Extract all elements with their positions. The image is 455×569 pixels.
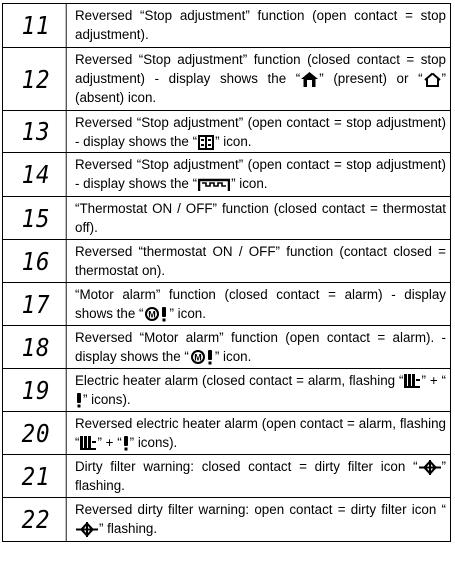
heater-icon	[404, 374, 420, 389]
function-code: 20	[6, 412, 66, 454]
function-code: 15	[6, 197, 66, 239]
function-code: 13	[6, 111, 66, 152]
function-description: Reversed “Stop adjustment” function (closed contact = stop adjustment) - display shows the “ ” (present) or “ ” (absent) icon.	[75, 52, 446, 105]
function-description: “Motor alarm” function (closed contact = alarm) - display shows the “ M ” icon.	[75, 287, 446, 321]
dirty-filter-icon	[76, 522, 98, 537]
function-table	[2, 3, 451, 542]
function-code: 11	[6, 4, 66, 47]
function-code: 17	[6, 283, 66, 325]
function-description: Reversed dirty filter warning: open contact = dirty filter icon “ ” flashing.	[75, 502, 446, 536]
svg-text:M: M	[194, 352, 202, 363]
function-description: Dirty filter warning: closed contact = dirty filter icon “ ” flashing.	[75, 459, 446, 493]
function-description: “Thermostat ON / OFF” function (closed contact = thermostat off).	[75, 201, 446, 235]
exclamation-icon	[123, 436, 129, 451]
function-code: 22	[6, 498, 66, 541]
function-code: 18	[6, 326, 66, 368]
function-description: Reversed electric heater alarm (open contact = alarm, flashing “ ” + “ ” icons).	[75, 416, 446, 450]
function-description: Reversed “Stop adjustment” function (open contact = stop adjustment).	[75, 8, 446, 42]
function-description: Reversed “thermostat ON / OFF” function (contact closed = thermostat on).	[75, 244, 446, 278]
dirty-filter-icon	[419, 460, 441, 475]
table-row	[3, 239, 450, 282]
table-row	[3, 4, 450, 47]
table-row	[3, 196, 450, 239]
table-row	[3, 497, 450, 541]
table-row	[3, 110, 450, 152]
function-description: Reversed “Motor alarm” function (open contact = alarm). - display shows the “ M ” icon.	[75, 330, 446, 364]
function-code: 21	[6, 455, 66, 497]
heater-icon	[80, 436, 96, 451]
function-code: 19	[6, 369, 66, 411]
heater-bracket-icon	[198, 178, 230, 192]
function-description: Reversed “Stop adjustment” (open contact = stop adjustment) - display shows the “ ” icon.	[75, 115, 446, 149]
table-row	[3, 47, 450, 110]
function-description: Electric heater alarm (closed contact = alarm, flashing “ ” + “ ” icons).	[75, 373, 446, 407]
table-row	[3, 325, 450, 368]
function-code: 12	[6, 48, 66, 110]
table-row	[3, 368, 450, 411]
motor-alarm-icon	[190, 349, 214, 365]
motor-alarm-icon	[144, 306, 168, 322]
function-code: 14	[6, 153, 66, 196]
home-absent-icon	[424, 72, 441, 87]
svg-text:M: M	[148, 309, 157, 320]
table-row	[3, 411, 450, 454]
table-row	[3, 152, 450, 196]
home-present-icon	[301, 72, 318, 87]
exclamation-icon	[76, 393, 82, 408]
window-icon	[198, 135, 214, 150]
function-code: 16	[6, 240, 66, 282]
table-row	[3, 454, 450, 497]
table-row	[3, 282, 450, 325]
function-description: Reversed “Stop adjustment” (open contact = stop adjustment) - display shows the “ ” icon.	[75, 157, 446, 191]
